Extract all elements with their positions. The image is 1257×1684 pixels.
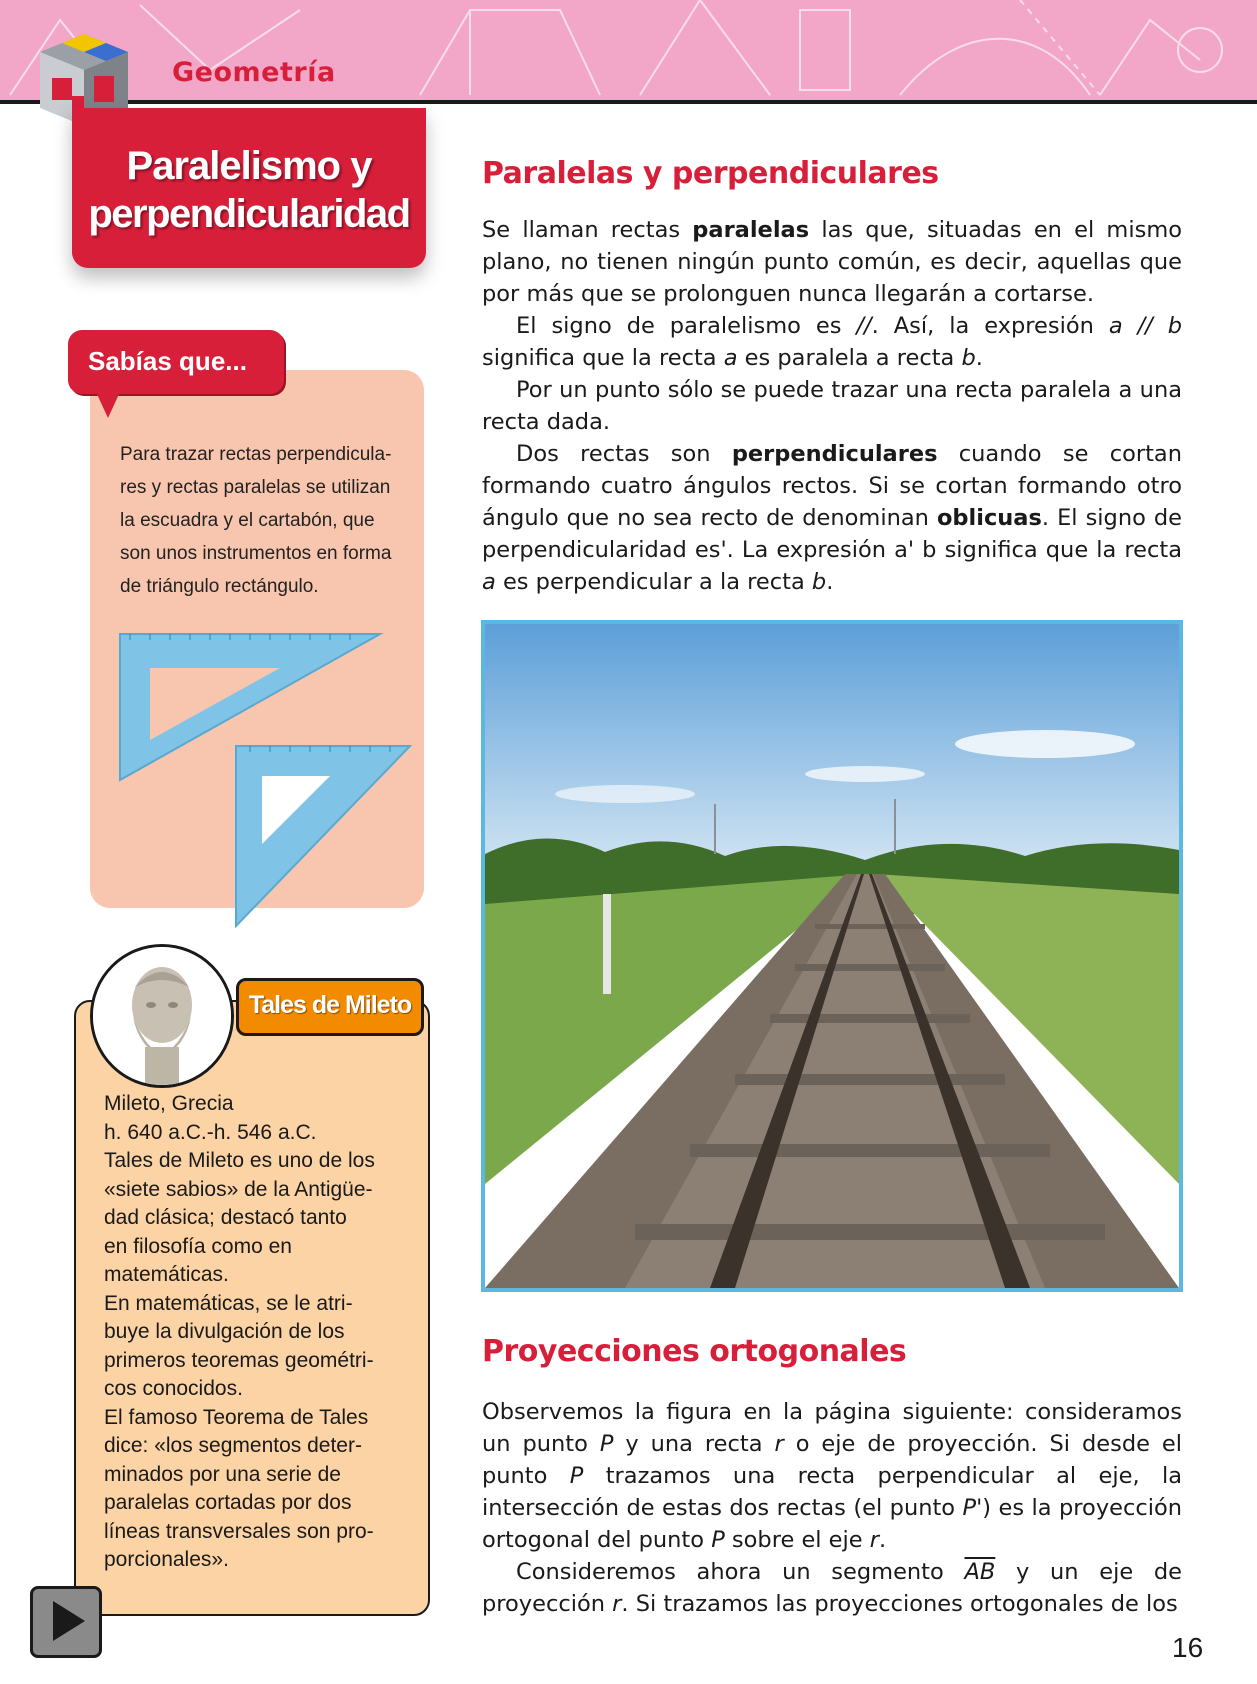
bio-line: líneas transversales son pro- — [104, 1519, 374, 1543]
section-proyecciones-body — [482, 1396, 1182, 1620]
bio-line: buye la divulgación de los — [104, 1320, 345, 1343]
bio-line: dad clásica; destacó tanto — [104, 1206, 347, 1229]
sabias-que-label-text: Sabías que... — [88, 346, 247, 376]
sabias-que-text — [120, 438, 410, 603]
bio-line: dice: «los segmentos deter- — [104, 1434, 362, 1457]
play-icon — [53, 1601, 85, 1641]
bio-line: paralelas cortadas por dos — [104, 1491, 352, 1514]
sabias-line: res y rectas paralelas se utilizan — [120, 477, 391, 498]
bio-line: En matemáticas, se le atri- — [104, 1291, 353, 1315]
railway-photo — [481, 620, 1183, 1292]
bio-line: primeros teoremas geométri- — [104, 1348, 374, 1372]
bio-line: matemáticas. — [104, 1263, 229, 1286]
play-button[interactable] — [30, 1586, 102, 1658]
chapter-title-line-1: Paralelismo y — [126, 144, 372, 188]
set-square-illustration — [110, 630, 420, 930]
header-banner — [0, 0, 1257, 104]
page-number: 16 — [1172, 1632, 1204, 1663]
paragraph: Observemos la figura en la página siguiente: consideramos un punto P y una recta r o eje de proyección. Si desde el punto P trazamos una recta perpendicular al eje, la intersección de estas dos rectas (el punto P') es la proyección ortogonal del punto P sobre el eje r. — [482, 1399, 1183, 1553]
chapter-title-box — [72, 108, 426, 268]
section-heading-proyecciones: Proyecciones ortogonales — [482, 1334, 907, 1369]
sabias-line: la escuadra y el cartabón, que — [120, 510, 375, 531]
bio-line: en filosofía como en — [104, 1234, 292, 1258]
tales-name-tag — [236, 978, 424, 1036]
paragraph: Dos rectas son perpendiculares cuando se cortan formando cuatro ángulos rectos. Si se cortan formando otro ángulo que no sea recto de denominan oblicuas. El signo de perpendicularidad es'. La expresión a' b significa que la recta a es perpendicular a la recta b. — [482, 441, 1183, 595]
bio-line: porcionales». — [104, 1548, 229, 1571]
section-heading-paralelas: Paralelas y perpendiculares — [482, 156, 939, 191]
paragraph: El signo de paralelismo es //. Así, la expresión a // b significa que la recta a es paralela a recta b. — [482, 313, 1182, 371]
paragraph: Por un punto sólo se puede trazar una recta paralela a una recta dada. — [482, 377, 1182, 435]
sabias-que-label — [68, 330, 284, 394]
paragraph: Consideremos ahora un segmento $\overline{AB}$ y un eje de proyección r. Si trazamos las proyecciones ortogonales de los — [482, 1559, 1182, 1617]
sabias-line: Para trazar rectas perpendicula- — [120, 444, 392, 465]
tales-portrait — [90, 944, 234, 1088]
chapter-title-line-2: perpendicularidad — [88, 192, 410, 236]
sabias-line: son unos instrumentos en forma — [120, 543, 392, 564]
sabias-line: de triángulo rectángulo. — [120, 576, 319, 597]
bio-line: «siete sabios» de la Antigüe- — [104, 1177, 373, 1201]
railway-track-image — [485, 624, 1179, 1288]
bio-line: Tales de Mileto es uno de los — [104, 1149, 375, 1172]
section-paralelas-body — [482, 214, 1182, 598]
tales-name-text: Tales de Mileto — [248, 991, 412, 1019]
speech-bubble-tail — [96, 392, 120, 418]
bio-line: cos conocidos. — [104, 1377, 243, 1400]
paragraph: Se llaman rectas paralelas las que, situadas en el mismo plano, no tienen ningún punto común, es decir, aquellas que por más que se prolonguen nunca llegarán a cortarse. — [482, 217, 1183, 307]
bio-line: Mileto, Grecia — [104, 1092, 234, 1115]
bio-line: El famoso Teorema de Tales — [104, 1405, 369, 1429]
bust-image — [93, 947, 231, 1085]
section-label: Geometría — [172, 57, 336, 88]
bio-line: h. 640 a.C.-h. 546 a.C. — [104, 1120, 317, 1144]
bio-line: minados por una serie de — [104, 1462, 341, 1486]
tales-biography-text — [104, 1090, 414, 1575]
